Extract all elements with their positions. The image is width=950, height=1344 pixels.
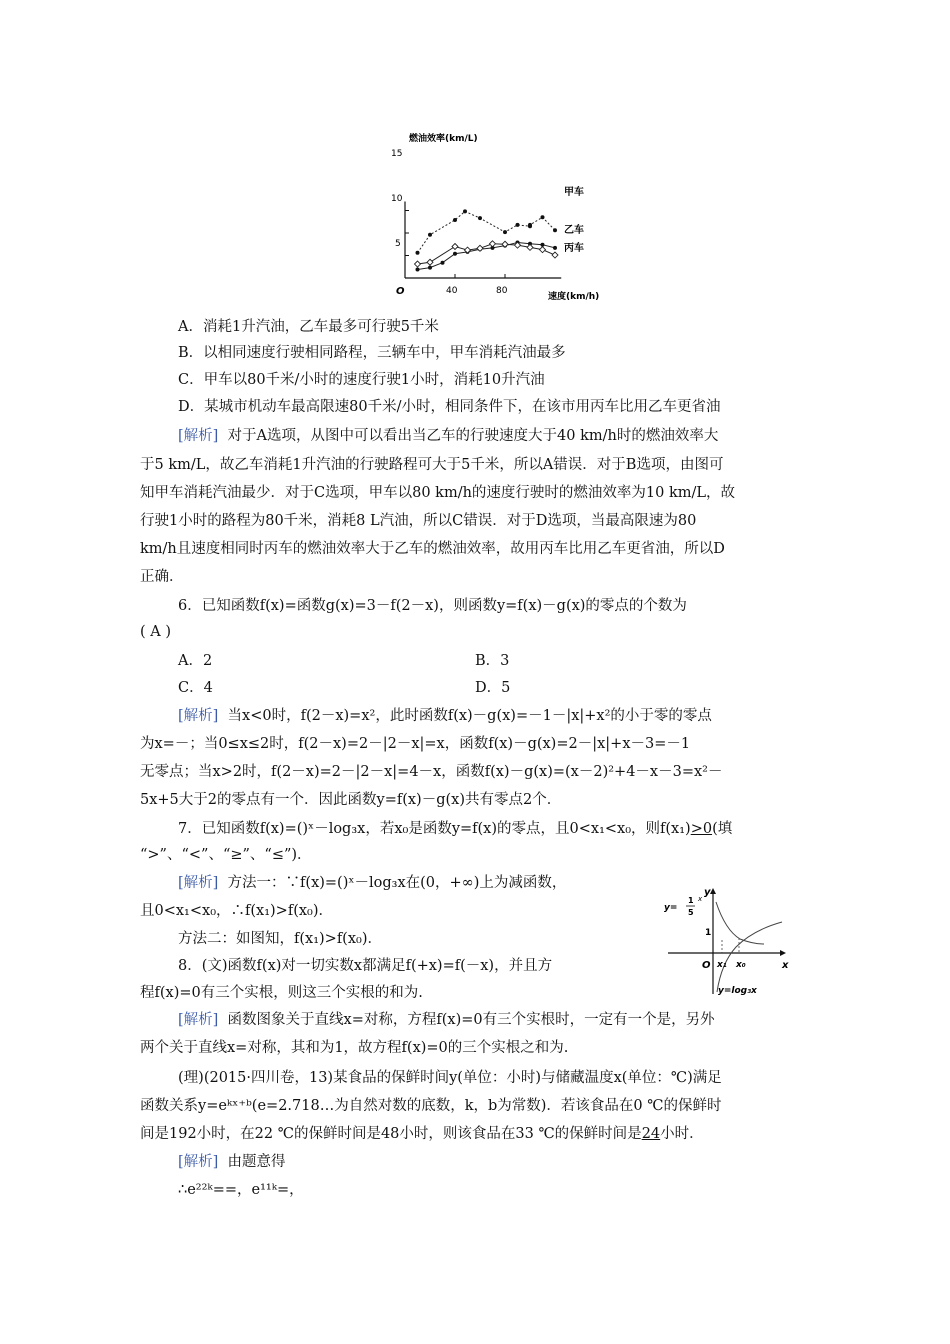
question-8-li-line-3 <box>140 1124 704 1144</box>
analysis-6-text-1: 当x<0时，f(2－x)=x²，此时函数f(x)－g(x)=－1－|x|+x²的小于零的零点 <box>227 708 712 724</box>
log-curve <box>717 922 782 992</box>
x-tick-label-80: 80 <box>496 286 508 296</box>
legend-jia: 甲车 <box>564 187 584 198</box>
question-6-option-a: A．2 <box>178 653 213 669</box>
question-7-line-2: “>”、“<”、“≥”、“≤”)． <box>140 847 312 863</box>
analysis-8-li-line-2: ∴e²²ᵏ==，e¹¹ᵏ=， <box>178 1182 304 1198</box>
chart-title: 燃油效率(km/L) <box>409 134 478 144</box>
function-graph <box>660 880 810 998</box>
question-7-answer: >0 <box>690 821 713 837</box>
y-tick-label-5: 5 <box>395 239 401 249</box>
analysis-8-line-2: 两个关于直线x=对称，其和为1，故方程f(x)=0的三个实根之和为. <box>140 1040 569 1056</box>
data-point <box>528 223 532 227</box>
analysis-tag: [解析] <box>178 1012 219 1028</box>
analysis-7-text-1: 方法一：∵f(x)=()ˣ－log₃x在(0，+∞)上为减函数， <box>227 875 567 891</box>
data-point <box>415 261 421 267</box>
analysis-7-line-3: 方法二：如图知，f(x₁)>f(x₀)． <box>178 931 382 947</box>
data-point <box>441 261 445 265</box>
question-8-line-1: 8．(文)函数f(x)对一切实数x都满足f(+x)=f(－x)，并且方 <box>178 958 553 974</box>
chart-series <box>415 209 559 271</box>
question-6-line-1: 6．已知函数f(x)=函数g(x)=3－f(2－x)，则函数y=f(x)－g(x)的零点的个数为 <box>178 598 687 614</box>
data-point <box>416 267 420 271</box>
data-point <box>427 259 433 265</box>
fraction-numerator: 1 <box>688 896 694 905</box>
fraction-denominator: 5 <box>688 908 694 917</box>
y-axis-arrow <box>710 888 716 894</box>
x-axis-label: x <box>782 960 789 971</box>
option-b: B．以相同速度行驶相同路程，三辆车中，甲车消耗汽油最多 <box>178 345 566 361</box>
analysis-6-line-4: 5x+5大于2的零点有一个．因此函数y=f(x)－g(x)共有零点2个． <box>140 792 562 808</box>
question-7-text: 7．已知函数f(x)=()ˣ－log₃x，若x₀是函数y=f(x)的零点，且0<x₁<x₀，则f(x₁) <box>178 821 691 837</box>
analysis-5-line-4: 行驶1小时的路程为80千米，消耗8 L汽油，所以C错误．对于D选项，当最高限速为80 <box>140 513 697 529</box>
analysis-7-line-2: 且0<x₁<x₀，∴f(x₁)>f(x₀)． <box>140 903 333 919</box>
x-tick-label-40: 40 <box>446 286 458 296</box>
data-point <box>452 244 458 250</box>
analysis-tag: [解析] <box>178 1154 219 1170</box>
fraction-exponent: x <box>698 895 703 903</box>
option-d: D．某城市机动车最高限速80千米/小时，相同条件下，在该市用丙车比用乙车更省油 <box>178 399 721 415</box>
question-7-line-1 <box>178 819 732 839</box>
option-a: A．消耗1升汽油，乙车最多可行驶5千米 <box>178 319 439 335</box>
analysis-6-line-3: 无零点；当x>2时，f(2－x)=2－|2－x|=4－x，函数f(x)－g(x)=(x－2)²+4－x－3=x²－ <box>140 764 723 780</box>
question-8-li-line-2: 函数关系y=eᵏˣ⁺ᵇ(e=2.718…为自然对数的底数，k，b为常数)．若该食品在0 ℃的保鲜时 <box>140 1098 722 1114</box>
question-8-li-unit: 小时． <box>660 1126 704 1142</box>
data-point <box>527 244 533 250</box>
data-point <box>453 218 457 222</box>
analysis-tag: [解析] <box>178 428 219 444</box>
data-point <box>553 228 557 232</box>
legend-bing: 丙车 <box>564 243 584 254</box>
analysis-5-line-6: 正确． <box>140 569 184 585</box>
data-point <box>428 233 432 237</box>
analysis-6-line-2: 为x=－；当0≤x≤2时，f(2－x)=2－|2－x|=x，函数f(x)－g(x)=2－|x|+x－3=－1 <box>140 736 691 752</box>
analysis-8-li-text-1: 由题意得 <box>227 1154 286 1170</box>
option-c: C．甲车以80千米/小时的速度行驶1小时，消耗10升汽油 <box>178 372 545 388</box>
data-point <box>428 266 432 270</box>
series-line-2 <box>418 244 556 264</box>
exponential-curve <box>716 902 764 944</box>
analysis-5-line-1 <box>178 426 718 446</box>
data-point <box>490 241 496 247</box>
x-axis-arrow <box>780 950 786 956</box>
analysis-8-text-1: 函数图象关于直线x=对称，方程f(x)=0有三个实根时，一定有一个是，另外 <box>227 1012 715 1028</box>
chart-xlabel: 速度(km/h) <box>548 292 600 302</box>
analysis-7-line-1 <box>178 873 566 893</box>
data-point <box>453 252 457 256</box>
x0-label: x₀ <box>736 960 746 970</box>
data-point <box>503 230 507 234</box>
question-8-line-2: 程f(x)=0有三个实根，则这三个实根的和为. <box>140 985 423 1001</box>
question-8-li-line-1: (理)(2015·四川卷，13)某食品的保鲜时间y(单位：小时)与储藏温度x(单位：℃)满足 <box>178 1070 722 1086</box>
one-label: 1 <box>705 928 712 938</box>
data-point <box>553 246 557 250</box>
y-tick-label-10: 10 <box>391 194 403 204</box>
chart-origin: O <box>396 286 405 297</box>
x1-label: x₁ <box>717 960 727 970</box>
data-point <box>478 216 482 220</box>
question-7-fill-hint: (填 <box>712 821 733 837</box>
analysis-tag: [解析] <box>178 875 219 891</box>
question-8-li-answer: 24 <box>641 1126 661 1142</box>
analysis-8-line-1 <box>178 1010 715 1030</box>
analysis-5-line-2: 于5 km/L，故乙车消耗1升汽油的行驶路程可大于5千米，所以A错误．对于B选项，由图可 <box>140 457 724 473</box>
y-tick-label-15: 15 <box>391 149 403 159</box>
data-point <box>463 209 467 213</box>
log-label: y=log₃x <box>718 986 757 996</box>
question-6-option-d: D．5 <box>475 680 511 696</box>
question-6-option-c: C．4 <box>178 680 213 696</box>
question-6-option-b: B．3 <box>475 653 510 669</box>
data-point <box>416 251 420 255</box>
y-axis-label: y <box>704 887 711 898</box>
origin-label: O <box>702 960 711 971</box>
analysis-5-line-3: 知甲车消耗汽油最少．对于C选项，甲车以80 km/h的速度行驶时的燃油效率为10 km/L，故 <box>140 485 736 501</box>
series-line-0 <box>418 211 556 252</box>
data-point <box>477 245 483 251</box>
question-8-li-text: 间是192小时，在22 ℃的保鲜时间是48小时，则该食品在33 ℃的保鲜时间是 <box>140 1126 642 1142</box>
data-point <box>516 223 520 227</box>
legend-yi: 乙车 <box>564 225 584 236</box>
data-point <box>541 215 545 219</box>
data-point <box>540 247 546 253</box>
y-eq-label: y= <box>664 903 678 913</box>
analysis-6-line-1 <box>178 706 712 726</box>
analysis-8-li-line-1 <box>178 1152 286 1172</box>
question-6-answer: ( A ) <box>140 624 172 640</box>
fuel-efficiency-chart <box>383 128 600 306</box>
data-point <box>552 252 558 258</box>
analysis-5-text-1: 对于A选项，从图中可以看出当乙车的行驶速度大于40 km/h时的燃油效率大 <box>227 428 719 444</box>
analysis-5-line-5: km/h且速度相同时丙车的燃油效率大于乙车的燃油效率，故用丙车比用乙车更省油，所以D <box>140 541 725 557</box>
analysis-tag: [解析] <box>178 708 219 724</box>
